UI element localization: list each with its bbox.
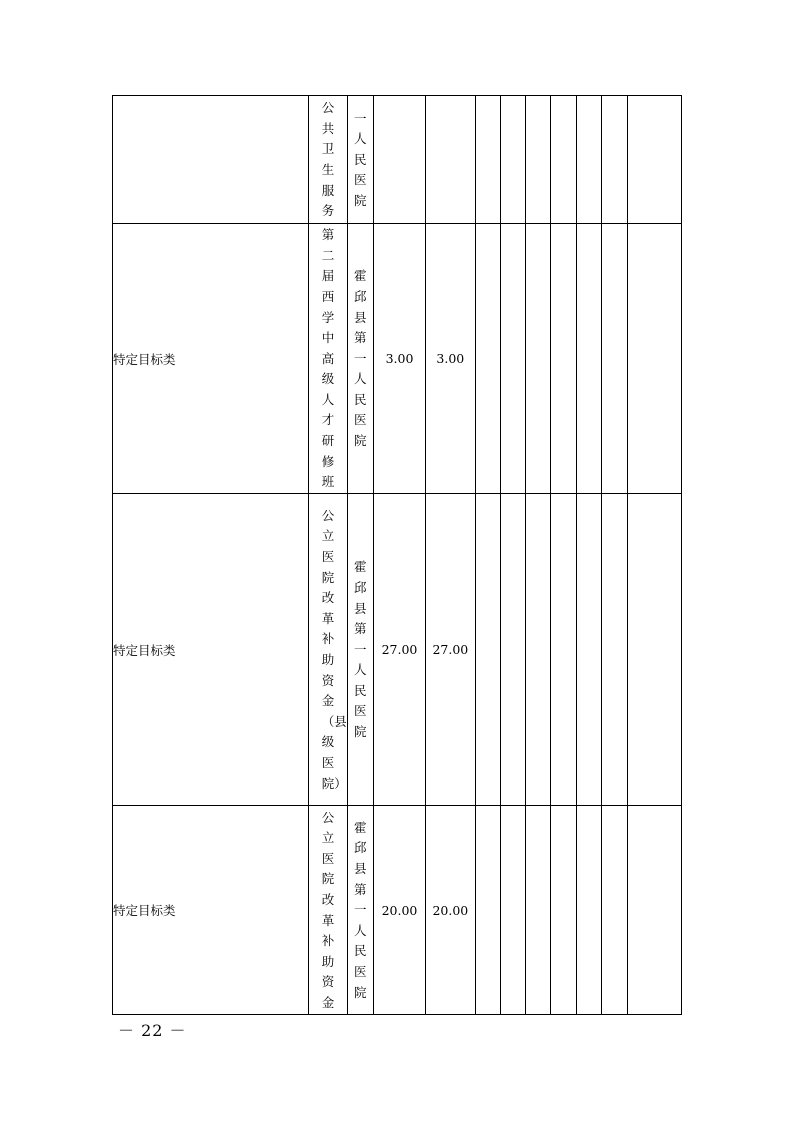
empty-cell — [602, 806, 627, 1015]
empty-cell — [627, 96, 681, 224]
empty-cell — [525, 806, 550, 1015]
empty-cell — [627, 494, 681, 806]
empty-cell — [602, 494, 627, 806]
amount-cell — [426, 96, 475, 224]
empty-cell — [475, 494, 500, 806]
empty-cell — [551, 806, 577, 1015]
table-row — [113, 224, 682, 494]
amount-cell: 20.00 — [373, 806, 425, 1015]
empty-cell — [525, 96, 550, 224]
empty-cell — [577, 494, 602, 806]
empty-cell — [500, 806, 525, 1015]
amount-cell: 27.00 — [426, 494, 475, 806]
empty-cell — [551, 494, 577, 806]
budget-table — [112, 95, 682, 1015]
category-cell: 特定目标类 — [113, 806, 309, 1015]
empty-cell — [475, 96, 500, 224]
unit-name-cell: 霍邱县第一人民医院 — [347, 806, 373, 1015]
empty-cell — [525, 224, 550, 494]
project-name-cell: 第二届西学中高级人才研修班 — [309, 224, 347, 494]
empty-cell — [500, 224, 525, 494]
category-cell: 特定目标类 — [113, 494, 309, 806]
empty-cell — [500, 494, 525, 806]
amount-cell: 20.00 — [426, 806, 475, 1015]
unit-name-cell: 一人民医院 — [347, 96, 373, 224]
empty-cell — [500, 96, 525, 224]
category-cell: 特定目标类 — [113, 224, 309, 494]
category-cell — [113, 96, 309, 224]
empty-cell — [475, 806, 500, 1015]
empty-cell — [551, 224, 577, 494]
empty-cell — [577, 806, 602, 1015]
amount-cell — [373, 96, 425, 224]
empty-cell — [475, 224, 500, 494]
empty-cell — [577, 224, 602, 494]
page-number: － 22 － — [118, 1021, 187, 1040]
table-row — [113, 806, 682, 1015]
empty-cell — [627, 224, 681, 494]
empty-cell — [551, 96, 577, 224]
empty-cell — [627, 806, 681, 1015]
amount-cell: 27.00 — [373, 494, 425, 806]
amount-cell: 3.00 — [373, 224, 425, 494]
table-row — [113, 96, 682, 224]
unit-name-cell: 霍邱县第一人民医院 — [347, 494, 373, 806]
empty-cell — [525, 494, 550, 806]
empty-cell — [577, 96, 602, 224]
project-name-cell: 公立医院改革补助资金（县级医院） — [309, 494, 347, 806]
empty-cell — [602, 96, 627, 224]
table-row — [113, 494, 682, 806]
amount-cell: 3.00 — [426, 224, 475, 494]
unit-name-cell: 霍邱县第一人民医院 — [347, 224, 373, 494]
project-name-cell: 公共卫生服务 — [309, 96, 347, 224]
empty-cell — [602, 224, 627, 494]
project-name-cell: 公立医院改革补助资金 — [309, 806, 347, 1015]
